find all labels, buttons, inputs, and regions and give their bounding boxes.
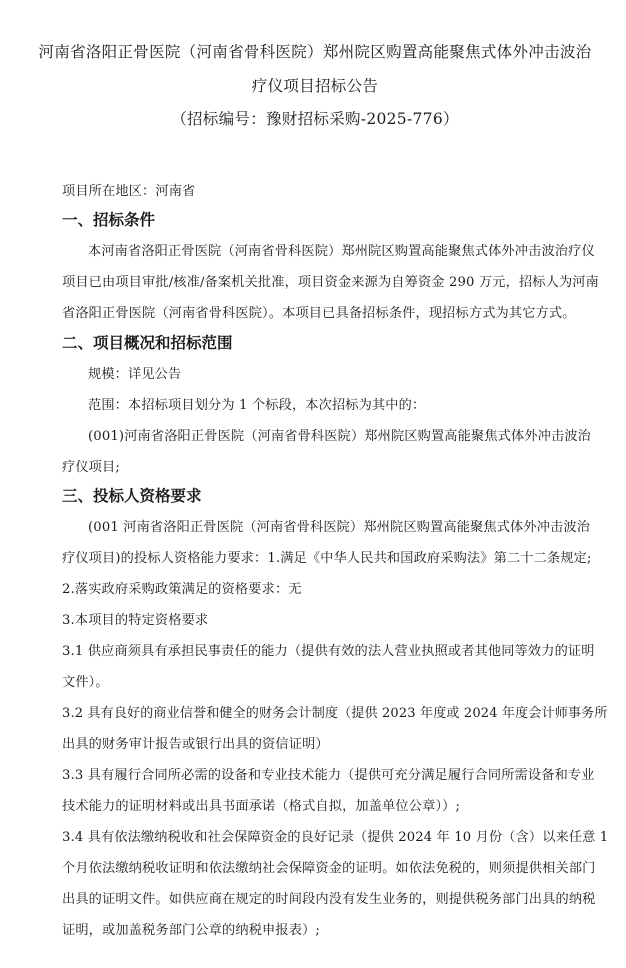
section-3-text: 出具的证明文件。如供应商在规定的时间段内没有发生业务的，则提供税务部门出具的纳税 [62, 892, 596, 907]
section-3-text: 3.4 具有依法缴纳税收和社会保障资金的良好记录（提供 2024 年 10 月份（含）以来任意 1 [62, 830, 609, 845]
section-3-text: (001 河南省洛阳正骨医院（河南省骨科医院）郑州院区购置高能聚焦式体外冲击波治 [88, 520, 591, 535]
section-3-text: 疗仪项目)的投标人资格能力要求：1.满足《中华人民共和国政府采购法》第二十二条规定; [62, 551, 592, 566]
section-3-text: 3.2 具有良好的商业信誉和健全的财务会计制度（提供 2023 年度或 2024 年度会计师事务所 [62, 706, 608, 721]
section-3-text: 2.落实政府采购政策满足的资格要求：无 [62, 582, 302, 597]
section-3-heading: 三、投标人资格要求 [62, 487, 202, 505]
section-3-text: 文件）。 [62, 675, 109, 690]
section-1-heading: 一、招标条件 [62, 211, 156, 229]
section-3-text: 证明，或加盖税务部门公章的纳税申报表）; [62, 923, 321, 938]
section-1-text: 项目已由项目审批/核准/备案机关批准，项目资金来源为自筹资金 290 万元，招标人为河南 [62, 275, 599, 290]
title-line-2: 疗仪项目招标公告 [251, 77, 379, 95]
section-2-scope: 范围：本招标项目划分为 1 个标段，本次招标为其中的： [88, 398, 426, 413]
section-3-text: 技术能力的证明材料或出具书面承诺（格式自拟，加盖单位公章））; [62, 799, 461, 814]
section-2-lot: 疗仪项目; [62, 460, 120, 475]
section-2-heading: 二、项目概况和招标范围 [62, 334, 233, 352]
project-region: 项目所在地区：河南省 [62, 184, 196, 199]
section-3-text: 3.1 供应商须具有承担民事责任的能力（提供有效的法人营业执照或者其他同等效力的证明 [62, 644, 595, 659]
section-2-lot: (001)河南省洛阳正骨医院（河南省骨科医院）郑州院区购置高能聚焦式体外冲击波治 [88, 429, 592, 444]
title-line-1: 河南省洛阳正骨医院（河南省骨科医院）郑州院区购置高能聚焦式体外冲击波治 [38, 43, 592, 61]
section-2-scale: 规模：详见公告 [88, 367, 182, 382]
section-3-text: 3.3 具有履行合同所必需的设备和专业技术能力（提供可充分满足履行合同所需设备和专业 [62, 768, 595, 783]
tender-code: （招标编号：豫财招标采购-2025-776） [171, 110, 459, 128]
section-3-text: 3.本项目的特定资格要求 [62, 613, 209, 628]
section-1-text: 本河南省洛阳正骨医院（河南省骨科医院）郑州院区购置高能聚焦式体外冲击波治疗仪 [88, 244, 595, 259]
section-1-text: 省洛阳正骨医院（河南省骨科医院）。本项目已具备招标条件，现招标方式为其它方式。 [62, 306, 576, 321]
section-3-text: 出具的财务审计报告或银行出具的资信证明） [62, 737, 329, 752]
section-3-text: 个月依法缴纳税收证明和依法缴纳社会保障资金的证明。如依法免税的，则须提供相关部门 [62, 861, 596, 876]
